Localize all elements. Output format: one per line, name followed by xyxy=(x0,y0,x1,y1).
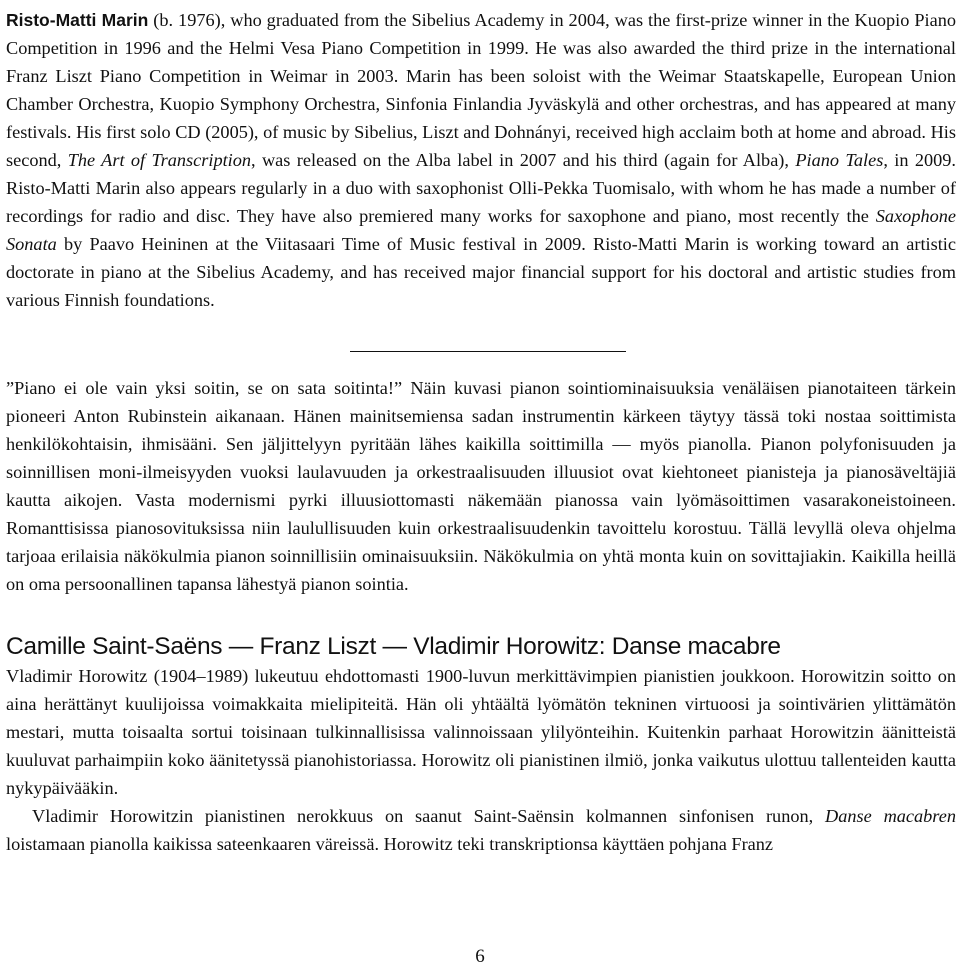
para2-text-a: Vladimir Horowitzin pianistinen nerokkuus on saanut Saint-Saënsin kolmannen sinfonisen runon, xyxy=(32,806,826,826)
para2-text-b: loistamaan pianolla kaikissa sateenkaaren väreissä. Horowitz teki transkriptionsa käyttäen pohjana Franz xyxy=(6,834,774,854)
album-title-piano-tales: Piano Tales xyxy=(795,150,884,170)
horowitz-paragraph-2 xyxy=(6,802,956,858)
artist-name: Risto-Matti Marin xyxy=(6,10,149,30)
bio-text-2: , was released on the Alba label in 2007 and his third (again for Alba), xyxy=(251,150,796,170)
biography-paragraph xyxy=(6,6,956,314)
work-title-saxophone-sonata: Saxophone Sonata xyxy=(6,206,956,254)
bio-text-4: by Paavo Heininen at the Viitasaari Time of Music festival in 2009. Risto-Matti Marin is working toward an artistic doctorate in piano at the Sibelius Academy, and has received major financial support for his doctoral and artistic studies from various Finnish foundations. xyxy=(6,234,956,310)
intro-paragraph: ”Piano ei ole vain yksi soitin, se on sata soitinta!” Näin kuvasi pianon sointiominaisuuksia venäläisen pianotaiteen tärkein pioneeri Anton Rubinstein aikanaan. Hänen mainitsemiensa sadan instrumentin kärkeen täytyy tässä toki nostaa soittimista henkilökohtaisin, ihmisääni. Sen jäljittelyyn pyritään lähes kaikilla soittimilla — myös pianolla. Pianon polyfonisuuden ja soinnillisen moni-ilmeisyyden vuoksi laulavuuden ja orkestraalisuuden illuusiot ovat kiehtoneet pianisteja ja pianosäveltäjiä kautta aikojen. Vasta modernismi pyrki illuusiottomasti näkemään pianossa vain lyömäsoittimen vasarakoneistoineen. Romanttisissa pianosovituksissa niin laulullisuuden kuin orkestraalisuudenkin tavoittelu korostuu. Tällä levyllä oleva ohjelma tarjoaa erilaisia näkökulmia pianon soinnillisiin ominaisuuksiin. Näkökulmia on yhtä monta kuin on sovittajiakin. Kaikilla heillä on oma persoonallinen tapansa lähestyä pianon sointia. xyxy=(6,378,956,594)
bio-text-3: , in 2009. Risto-Matti Marin also appears regularly in a duo with saxophonist Olli-Pekka Tuomisalo, with whom he has made a number of recordings for radio and disc. They have also premiered many works for saxophone and piano, most recently the xyxy=(6,150,956,226)
document-page xyxy=(6,6,956,858)
horowitz-paragraph-1: Vladimir Horowitz (1904–1989) lukeutuu ehdottomasti 1900-luvun merkittävimpien pianistien joukkoon. Horowitzin soitto on aina herättänyt kuulijoissa voimakkaita mielipiteitä. Hän oli yhtäältä lyömätön tekninen virtuoosi ja sointivärien ylittämätön mestari, mutta toisaalta sortui toisinaan tulkinnallisissa valinnoissaan ylilyönteihin. Kuitenkin parhaat Horowitzin äänitteistä kuuluvat parhaimpiin koko äänitetyssä pianohistoriassa. Horowitz oli pianistinen ilmiö, jonka vaikutus ulottuu tallenteiden kautta nykypäivääkin. xyxy=(6,666,956,798)
section-heading: Camille Saint-Saëns — Franz Liszt — Vladimir Horowitz: Danse macabre xyxy=(6,633,781,660)
album-title-transcription: The Art of Transcription xyxy=(67,150,252,170)
work-title-danse-macabre: Danse macabren xyxy=(825,806,956,826)
bio-text-1: (b. 1976), who graduated from the Sibelius Academy in 2004, was the first-prize winner in the Kuopio Piano Competition in 1996 and the Helmi Vesa Piano Competition in 1999. He was also awarded the third prize in the international Franz Liszt Piano Competition in Weimar in 2003. Marin has been soloist with the Weimar Staatskapelle, European Union Chamber Orchestra, Kuopio Symphony Orchestra, Sinfonia Finlandia Jyväskylä and other orchestras, and has appeared at many festivals. His first solo CD (2005), of music by Sibelius, Liszt and Dohnányi, received high acclaim both at home and abroad. His second, xyxy=(6,10,956,170)
page-number: 6 xyxy=(475,946,485,967)
section-divider xyxy=(350,351,626,352)
